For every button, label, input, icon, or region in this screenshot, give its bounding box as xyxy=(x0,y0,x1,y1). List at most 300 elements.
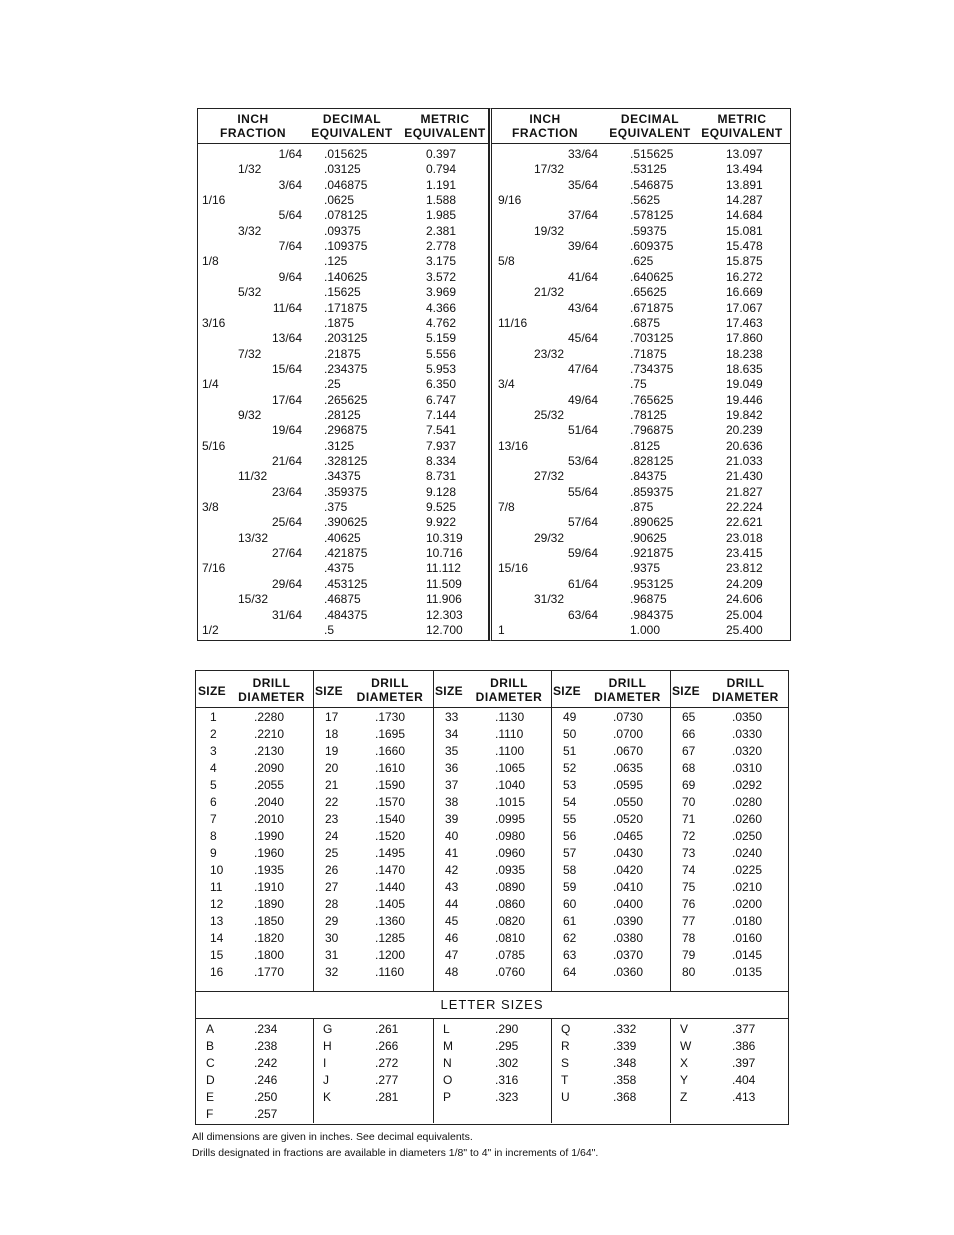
letter-row xyxy=(551,1055,670,1072)
drill-size: 36 xyxy=(445,761,459,775)
drill-diameter: .0200 xyxy=(732,897,763,911)
drill-row xyxy=(670,947,787,964)
decimal-value: .90625 xyxy=(630,530,667,545)
metric-value: 23.415 xyxy=(726,546,763,561)
metric-value: 0.794 xyxy=(426,162,457,177)
drill-row xyxy=(433,913,551,930)
metric-value: 11.112 xyxy=(426,561,461,576)
drill-size: 74 xyxy=(682,863,696,877)
drill-diameter: .0292 xyxy=(732,778,763,792)
drill-diameter: .0420 xyxy=(613,863,644,877)
decimal-value: .359375 xyxy=(324,484,368,499)
drill-size: 47 xyxy=(445,948,459,962)
drill-diameter: .1570 xyxy=(375,795,406,809)
drill-size: 1 xyxy=(210,710,217,724)
fraction-row xyxy=(492,162,790,177)
drill-diameter: .1160 xyxy=(375,965,405,979)
fraction-value: 35/64 xyxy=(567,177,598,192)
letter-diameter: .272 xyxy=(375,1056,399,1070)
drill-size: 26 xyxy=(325,863,339,877)
drill-row xyxy=(670,726,787,743)
drill-size: 17 xyxy=(325,710,339,724)
decimal-value: .453125 xyxy=(324,576,368,591)
drill-row xyxy=(670,777,787,794)
fraction-value: 1 xyxy=(498,622,505,637)
drill-row xyxy=(313,896,433,913)
fraction-row xyxy=(198,439,488,454)
drill-diameter: .0250 xyxy=(732,829,763,843)
decimal-value: .78125 xyxy=(630,407,667,422)
drill-row xyxy=(196,913,313,930)
drill-diameter: .1910 xyxy=(254,880,285,894)
drill-diameter: .2055 xyxy=(254,778,285,792)
drill-size: 50 xyxy=(563,727,577,741)
drill-row xyxy=(551,828,670,845)
metric-value: 19.446 xyxy=(726,392,763,407)
decimal-value: .375 xyxy=(324,500,348,515)
header-inch-fraction: INCH FRACTION xyxy=(512,112,578,140)
letter-size: G xyxy=(323,1022,333,1036)
drill-row xyxy=(196,794,313,811)
metric-value: 12.303 xyxy=(426,607,463,622)
letter-diameter: .368 xyxy=(613,1090,637,1104)
drill-diameter: .0360 xyxy=(613,965,644,979)
letter-row xyxy=(551,1072,670,1089)
fraction-row xyxy=(198,362,488,377)
decimal-value: .609375 xyxy=(630,239,674,254)
fraction-value: 39/64 xyxy=(567,239,598,254)
drill-row xyxy=(433,709,551,726)
decimal-value: .28125 xyxy=(324,407,361,422)
letter-diameter: .348 xyxy=(613,1056,637,1070)
drill-size: 41 xyxy=(445,846,459,860)
metric-value: 21.033 xyxy=(726,454,763,468)
fraction-row xyxy=(198,178,488,193)
drill-size: 6 xyxy=(210,795,217,809)
drill-size: 65 xyxy=(682,710,696,724)
fraction-row xyxy=(198,239,488,254)
letter-size: F xyxy=(206,1107,214,1121)
fraction-value: 15/64 xyxy=(271,361,302,376)
drill-row xyxy=(196,930,313,947)
letter-size: W xyxy=(680,1039,692,1053)
drill-diameter: .2130 xyxy=(254,744,285,758)
fraction-row xyxy=(492,469,790,484)
drill-size: 33 xyxy=(445,710,459,724)
metric-value: 11.906 xyxy=(426,592,462,607)
decimal-value: .09375 xyxy=(324,223,361,238)
letter-row xyxy=(313,1038,433,1055)
drill-diameter: .1820 xyxy=(254,931,285,945)
fraction-value: 9/16 xyxy=(498,193,522,208)
letter-diameter: .295 xyxy=(495,1039,519,1053)
drill-diameter: .0180 xyxy=(732,914,763,928)
drill-diameter: .1110 xyxy=(495,727,524,741)
metric-value: 7.937 xyxy=(426,438,457,453)
letter-row xyxy=(196,1021,313,1038)
letter-row xyxy=(196,1038,313,1055)
drill-diameter: .0820 xyxy=(495,914,526,928)
fraction-row xyxy=(492,270,790,285)
fraction-value: 15/32 xyxy=(238,592,269,607)
header-decimal-equivalent: DECIMAL EQUIVALENT xyxy=(609,112,691,140)
letter-diameter: .358 xyxy=(613,1073,637,1087)
letter-row xyxy=(313,1021,433,1038)
letter-diameter: .234 xyxy=(254,1022,278,1036)
letter-size: I xyxy=(323,1056,327,1070)
drill-size: 35 xyxy=(445,744,459,758)
fraction-row xyxy=(198,423,488,438)
decimal-value: .078125 xyxy=(324,208,368,223)
fraction-value: 19/32 xyxy=(534,223,565,238)
decimal-value: .71875 xyxy=(630,346,667,361)
drill-diameter: .0730 xyxy=(613,710,644,724)
metric-value: 2.381 xyxy=(426,223,457,238)
drill-row xyxy=(196,964,313,981)
drill-row xyxy=(670,845,787,862)
drill-size: 58 xyxy=(563,863,577,877)
fraction-row xyxy=(492,347,790,362)
metric-value: 9.128 xyxy=(426,484,457,499)
metric-value: 16.669 xyxy=(726,285,763,300)
letter-diameter: .257 xyxy=(254,1107,278,1121)
decimal-value: .578125 xyxy=(630,208,674,223)
drill-diameter: .0410 xyxy=(613,880,644,894)
decimal-value: .8125 xyxy=(630,438,661,453)
drill-size: 60 xyxy=(563,897,577,911)
drill-row xyxy=(196,743,313,760)
drill-diameter: .0995 xyxy=(495,812,526,826)
drill-diameter: .1540 xyxy=(375,812,406,826)
letter-size: B xyxy=(206,1039,215,1053)
drill-diameter: .2210 xyxy=(254,727,285,741)
decimal-value: .84375 xyxy=(630,469,667,484)
drill-size: 56 xyxy=(563,829,577,843)
drill-diameter: .0785 xyxy=(495,948,526,962)
metric-value: 17.067 xyxy=(726,300,763,315)
metric-value: 2.778 xyxy=(426,239,457,254)
drill-diameter: .1285 xyxy=(375,931,406,945)
header-size: SIZE xyxy=(672,684,700,698)
drill-size: 40 xyxy=(445,829,459,843)
drill-row xyxy=(670,930,787,947)
fraction-row xyxy=(492,178,790,193)
fraction-row xyxy=(492,208,790,223)
drill-row xyxy=(670,760,787,777)
drill-size: 70 xyxy=(682,795,696,809)
drill-size: 66 xyxy=(682,727,696,741)
fraction-value: 1/4 xyxy=(202,377,219,392)
fraction-row xyxy=(198,608,488,623)
fraction-value: 5/32 xyxy=(238,285,262,300)
fraction-value: 9/64 xyxy=(278,269,302,284)
drill-row xyxy=(313,811,433,828)
letter-size: S xyxy=(561,1056,570,1070)
fraction-value: 47/64 xyxy=(567,361,598,376)
drill-size: 31 xyxy=(325,948,339,962)
letter-row xyxy=(433,1038,551,1055)
decimal-value: .984375 xyxy=(630,607,674,622)
drill-size: 7 xyxy=(210,812,217,826)
fraction-row xyxy=(492,224,790,239)
drill-row xyxy=(433,828,551,845)
fraction-panel-left xyxy=(197,108,489,641)
drill-diameter: .1520 xyxy=(375,829,406,843)
letter-row xyxy=(433,1021,551,1038)
letter-diameter: .266 xyxy=(375,1039,399,1053)
letter-row xyxy=(196,1089,313,1106)
metric-value: 13.097 xyxy=(726,147,763,161)
fraction-row xyxy=(492,331,790,346)
drill-diameter: .1610 xyxy=(375,761,406,775)
fraction-value: 51/64 xyxy=(567,423,598,438)
fraction-value: 1/16 xyxy=(202,193,226,208)
drill-size-table xyxy=(195,670,789,1125)
drill-row xyxy=(196,760,313,777)
drill-diameter: .1695 xyxy=(375,727,406,741)
decimal-value: .703125 xyxy=(630,331,674,346)
metric-value: 10.716 xyxy=(426,546,463,561)
metric-value: 24.209 xyxy=(726,576,763,591)
fraction-row xyxy=(492,254,790,269)
fraction-value: 57/64 xyxy=(567,515,598,530)
drill-diameter: .0145 xyxy=(732,948,763,962)
letter-size: T xyxy=(561,1073,569,1087)
drill-diameter: .1065 xyxy=(495,761,526,775)
fraction-row xyxy=(492,362,790,377)
metric-value: 5.953 xyxy=(426,361,457,376)
drill-row xyxy=(196,777,313,794)
metric-value: 13.494 xyxy=(726,162,763,177)
letter-diameter: .404 xyxy=(732,1073,756,1087)
fraction-value: 33/64 xyxy=(567,147,598,161)
letter-size: R xyxy=(561,1039,570,1053)
fraction-row xyxy=(492,608,790,623)
drill-diameter: .0760 xyxy=(495,965,526,979)
fraction-value: 31/64 xyxy=(271,607,302,622)
fraction-value: 25/32 xyxy=(534,407,565,422)
decimal-value: .46875 xyxy=(324,592,361,607)
drill-size: 25 xyxy=(325,846,339,860)
metric-value: 3.572 xyxy=(426,269,457,284)
decimal-value: .6875 xyxy=(630,315,661,330)
decimal-value: .421875 xyxy=(324,546,368,561)
drill-row xyxy=(433,879,551,896)
drill-size: 45 xyxy=(445,914,459,928)
metric-value: 8.334 xyxy=(426,454,457,468)
drill-row xyxy=(670,913,787,930)
drill-size: 39 xyxy=(445,812,459,826)
letter-diameter: .246 xyxy=(254,1073,278,1087)
metric-value: 20.636 xyxy=(726,438,763,453)
metric-value: 20.239 xyxy=(726,423,763,438)
letter-diameter: .242 xyxy=(254,1056,278,1070)
drill-size: 62 xyxy=(563,931,577,945)
metric-value: 23.812 xyxy=(726,561,763,576)
letter-row xyxy=(551,1089,670,1106)
drill-size: 22 xyxy=(325,795,339,809)
metric-value: 3.969 xyxy=(426,285,457,300)
decimal-value: .859375 xyxy=(630,484,674,499)
metric-value: 4.762 xyxy=(426,315,457,330)
fraction-value: 11/16 xyxy=(498,315,528,330)
drill-diameter: .0595 xyxy=(613,778,644,792)
drill-size: 10 xyxy=(210,863,224,877)
fraction-value: 23/32 xyxy=(534,346,565,361)
fraction-row xyxy=(198,592,488,607)
letter-row xyxy=(551,1021,670,1038)
fraction-value: 3/32 xyxy=(238,223,262,238)
fraction-value: 31/32 xyxy=(534,592,565,607)
drill-row xyxy=(433,845,551,862)
drill-diameter: .1935 xyxy=(254,863,285,877)
fraction-row xyxy=(492,485,790,500)
fraction-row xyxy=(198,377,488,392)
metric-value: 7.541 xyxy=(426,423,457,438)
drill-row xyxy=(196,862,313,879)
decimal-value: .109375 xyxy=(324,239,368,254)
fraction-row xyxy=(492,393,790,408)
drill-diameter: .0390 xyxy=(613,914,644,928)
fraction-value: 5/8 xyxy=(498,254,515,269)
metric-value: 14.684 xyxy=(726,208,763,223)
fraction-row xyxy=(492,531,790,546)
drill-diameter: .1040 xyxy=(495,778,526,792)
fraction-row xyxy=(198,301,488,316)
fraction-row xyxy=(198,623,488,638)
drill-diameter: .0310 xyxy=(732,761,763,775)
fraction-row xyxy=(198,500,488,515)
letter-size: V xyxy=(680,1022,689,1036)
drill-size: 72 xyxy=(682,829,696,843)
decimal-value: .25 xyxy=(324,377,341,392)
drill-diameter: .0210 xyxy=(732,880,763,894)
letter-row xyxy=(313,1072,433,1089)
fraction-row xyxy=(492,500,790,515)
letter-size: O xyxy=(443,1073,453,1087)
drill-diameter: .1660 xyxy=(375,744,406,758)
drill-row xyxy=(313,947,433,964)
drill-row xyxy=(433,811,551,828)
letter-row xyxy=(551,1038,670,1055)
drill-row xyxy=(433,947,551,964)
fraction-value: 5/64 xyxy=(278,208,302,223)
fraction-row xyxy=(198,485,488,500)
fraction-value: 7/8 xyxy=(498,500,515,515)
drill-diameter: .0635 xyxy=(613,761,644,775)
fraction-value: 13/16 xyxy=(498,438,529,453)
drill-diameter: .1470 xyxy=(375,863,406,877)
decimal-value: .234375 xyxy=(324,361,368,376)
drill-row xyxy=(551,811,670,828)
metric-value: 19.842 xyxy=(726,407,763,422)
decimal-value: .875 xyxy=(630,500,654,515)
drill-row xyxy=(433,760,551,777)
decimal-value: .390625 xyxy=(324,515,368,530)
drill-size: 4 xyxy=(210,761,217,775)
drill-row xyxy=(196,845,313,862)
header-drill-diameter: DRILL DIAMETER xyxy=(475,676,543,704)
header-inch-fraction: INCH FRACTION xyxy=(220,112,286,140)
fraction-row xyxy=(198,193,488,208)
drill-size: 69 xyxy=(682,778,696,792)
fraction-row xyxy=(198,316,488,331)
drill-diameter: .0980 xyxy=(495,829,526,843)
metric-value: 9.922 xyxy=(426,515,457,530)
drill-diameter: .1015 xyxy=(495,795,526,809)
decimal-value: .046875 xyxy=(324,177,368,192)
fraction-value: 15/16 xyxy=(498,561,529,576)
drill-row xyxy=(196,709,313,726)
metric-value: 3.175 xyxy=(426,254,457,269)
drill-diameter: .1130 xyxy=(495,710,525,724)
drill-size: 55 xyxy=(563,812,577,826)
fraction-value: 7/64 xyxy=(278,239,302,254)
fraction-value: 43/64 xyxy=(567,300,598,315)
drill-size: 38 xyxy=(445,795,459,809)
decimal-value: .53125 xyxy=(630,162,667,177)
drill-row xyxy=(670,862,787,879)
decimal-value: .921875 xyxy=(630,546,674,561)
fraction-conversion-table xyxy=(197,108,791,641)
drill-diameter: .0350 xyxy=(732,710,763,724)
drill-size: 21 xyxy=(325,778,339,792)
metric-value: 4.366 xyxy=(426,300,457,315)
letter-row xyxy=(670,1038,787,1055)
drill-diameter: .0380 xyxy=(613,931,644,945)
fraction-value: 53/64 xyxy=(567,454,598,468)
fraction-value: 25/64 xyxy=(271,515,302,530)
drill-size: 29 xyxy=(325,914,339,928)
drill-diameter: .1405 xyxy=(375,897,406,911)
drill-diameter: .0810 xyxy=(495,931,526,945)
drill-diameter: .1730 xyxy=(375,710,406,724)
fraction-panel-right xyxy=(489,108,791,641)
fraction-value: 1/64 xyxy=(278,147,302,161)
drill-row xyxy=(313,743,433,760)
drill-size: 71 xyxy=(682,812,696,826)
drill-row xyxy=(313,777,433,794)
drill-row xyxy=(670,964,787,981)
drill-size: 53 xyxy=(563,778,577,792)
metric-value: 21.430 xyxy=(726,469,763,484)
letter-row xyxy=(196,1055,313,1072)
drill-row xyxy=(551,743,670,760)
decimal-value: .953125 xyxy=(630,576,674,591)
drill-size: 20 xyxy=(325,761,339,775)
fraction-value: 27/32 xyxy=(534,469,565,484)
drill-diameter: .0935 xyxy=(495,863,526,877)
fraction-row xyxy=(198,224,488,239)
letter-row xyxy=(196,1072,313,1089)
metric-value: 5.159 xyxy=(426,331,457,346)
drill-size: 12 xyxy=(210,897,224,911)
fraction-value: 13/32 xyxy=(238,530,269,545)
drill-diameter: .2010 xyxy=(254,812,285,826)
drill-size: 14 xyxy=(210,931,224,945)
metric-value: 10.319 xyxy=(426,530,463,545)
fraction-row xyxy=(198,285,488,300)
header-metric-equivalent: METRIC EQUIVALENT xyxy=(404,112,486,140)
drill-row xyxy=(313,794,433,811)
decimal-value: .9375 xyxy=(630,561,661,576)
fraction-value: 19/64 xyxy=(271,423,302,438)
drill-row xyxy=(313,828,433,845)
drill-size: 5 xyxy=(210,778,217,792)
fraction-value: 37/64 xyxy=(567,208,598,223)
letter-diameter: .290 xyxy=(495,1022,519,1036)
metric-value: 22.224 xyxy=(726,500,763,515)
